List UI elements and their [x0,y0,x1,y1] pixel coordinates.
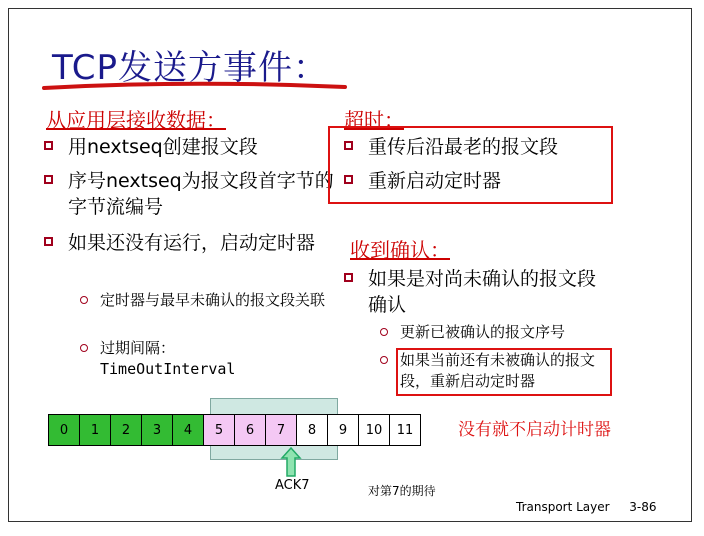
square-bullet-icon [44,175,53,184]
title-underline-swoosh [40,78,350,94]
square-bullet-icon [344,141,353,150]
slide-title: TCP发送方事件： [52,48,329,88]
sequence-cell: 6 [234,414,266,446]
sequence-cell: 7 [265,414,297,446]
expectation-label: 对第7的期待 [368,484,436,498]
timeout-interval-code: TimeOutInterval [100,360,236,378]
sub-timer-association: 定时器与最早未确认的报文段关联 [80,290,330,311]
circle-bullet-icon [80,296,88,304]
bullet-start-timer: 如果还没有运行，启动定时器 [44,230,334,256]
ack-label: ACK7 [275,478,310,493]
no-timer-note: 没有就不启动计时器 [458,420,611,440]
circle-bullet-icon [380,356,388,364]
footer-chapter: Transport Layer [516,500,610,514]
sub-restart-if-pending: 如果当前还有未被确认的报文段，重新启动定时器 [380,350,612,392]
heading-timeout: 超时： [344,108,404,132]
bullet-retransmit: 重传后沿最老的报文段 [344,134,614,160]
sequence-cell: 8 [296,414,328,446]
sequence-cell: 1 [79,414,111,446]
square-bullet-icon [44,237,53,246]
square-bullet-icon [44,141,53,150]
square-bullet-icon [344,273,353,282]
sequence-cell: 9 [327,414,359,446]
sub-update-acked: 更新已被确认的报文序号 [380,322,620,343]
sequence-cell: 4 [172,414,204,446]
sequence-number-row [48,414,421,446]
slide-footer [516,500,656,514]
sequence-cell: 3 [141,414,173,446]
square-bullet-icon [344,175,353,184]
bullet-create-segment: 用nextseq创建报文段 [44,134,324,160]
heading-ack-received: 收到确认： [350,238,450,262]
sub-timeout-interval: 过期间隔： TimeOutInterval [80,338,330,380]
bullet-restart-timer: 重新启动定时器 [344,168,614,194]
sequence-cell: 5 [203,414,235,446]
circle-bullet-icon [380,328,388,336]
bullet-seq-number: 序号nextseq为报文段首字节的字节流编号 [44,168,334,220]
footer-page-number: 3-86 [629,500,657,514]
sequence-cell: 11 [389,414,421,446]
ack-up-arrow-icon [280,446,302,478]
bullet-ack-unacked: 如果是对尚未确认的报文段确认 [344,266,614,318]
heading-app-data: 从应用层接收数据： [46,108,226,132]
sequence-cell: 2 [110,414,142,446]
circle-bullet-icon [80,344,88,352]
sequence-cell: 0 [48,414,80,446]
sequence-cell: 10 [358,414,390,446]
